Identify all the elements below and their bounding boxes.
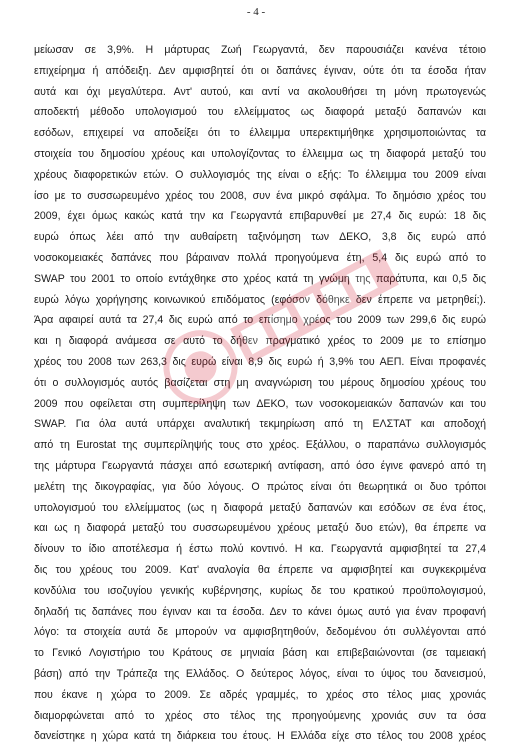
text-line: βάση) από την Τράπεζα της Ελλάδος. Ο δεύτερος λόγος, είναι το ύψος του δανεισμού, <box>34 667 486 680</box>
text-line: λόγο: τα στοιχεία αυτά δε μπορούν να αμφισβητηθούν, δεδομένου ότι συλλέγονται από <box>34 626 486 639</box>
text-line: μελέτη της δικογραφίας, για δύο λόγους. Ο πρώτος είναι ότι θεωρητικά οι δυο τρόποι <box>34 480 486 493</box>
text-line: υπολογισμού του ελλείμματος (ως η διαφορά μεταξύ δαπανών και εσόδων σε ένα έτος, <box>34 501 486 514</box>
text-line: SWAP. Για όλα αυτά υπάρχει αναλυτική τεκμηρίωση από τη ΕΛΣΤΑΤ και αποδοχή <box>34 418 486 431</box>
text-line: αποδεκτή μέθοδο υπολογισμού του ελλείμματος ως διαφορά μεταξύ δαπανών και <box>34 106 486 119</box>
text-line: νοσοκομειακές δαπάνες που βάραιναν πολλά προηγούμενα έτη, 5,4 δις ευρώ από το <box>34 251 486 264</box>
text-line: Άρα αφαιρεί αυτά τα 27,4 δις ευρώ από το επίσημο χρέος του 2009 των 299,6 δις ευρώ <box>34 314 486 327</box>
text-line: δις του χρέους του 2009. Κατ' αναλογία θα έπρεπε να αμφισβητεί και συγκεκριμένα <box>34 563 486 576</box>
text-line: της μάρτυρα Γεωργαντά πάσχει από εσωτερική αντίφαση, από όσο έγινε φανερό από τη <box>34 459 486 472</box>
text-line: από τη Eurostat της συμπερίληψής τους στο χρέος. Εξάλλου, ο παραπάνω συλλογισμός <box>34 439 486 452</box>
text-line: ότι ο συλλογισμός αυτός βασίζεται στη μη αναγνώριση του μέρους δημοσίου χρέους του <box>34 376 486 389</box>
text-line: δανείστηκε η χώρα κατά τη διάρκεια του έτους. Η Ελλάδα είχε στο τέλος του 2008 χρέος <box>34 730 486 743</box>
text-line: δίνουν το ίδιο αποτέλεσμα ή έστω πολύ κοντινό. Η κα. Γεωργαντά αμφισβητεί τα 27,4 <box>34 543 486 556</box>
text-line: ίσο με το συσσωρευμένο χρέος του 2008, συν ένα μικρό σφάλμα. Το δημόσιο χρέος του <box>34 189 486 202</box>
text-line: επιχείρημα ή απόδειξη. Δεν αμφισβητεί ότι οι δαπάνες έγιναν, ούτε ότι τα έσοδα ήταν <box>34 64 486 77</box>
text-line: 2009, έχει όμως κακώς κατά την κα Γεωργαντά επιβαρυνθεί με 27,4 δις ευρώ: 18 δις <box>34 210 486 223</box>
text-line: εσόδων, επιχειρεί να αποδείξει ότι το έλλειμμα υπερεκτιμήθηκε χρησιμοποιώντας τα <box>34 127 486 140</box>
text-line: χρέους διαφορετικών ετών. Ο συλλογισμός της είναι ο εξής: Το έλλειμμα του 2009 είναι <box>34 168 486 181</box>
text-line: δηλαδή τις δαπάνες που έγιναν και τα έσοδα. Δεν το κάνει όμως αυτό για έναν προφανή <box>34 605 486 618</box>
text-line: αυτά και όχι μεγαλύτερα. Αντ' αυτού, και αντί να ακολουθήσει τη μόνη πρωτογενώς <box>34 85 486 98</box>
text-line: μείωσαν σε 3,9%. Η μάρτυρας Ζωή Γεωργαντά, δεν παρουσιάζει κανένα τέτοιο <box>34 44 486 56</box>
text-line: και η διαφορά ανάμεσα σε αυτό το δήθεν πραγματικό χρέος το 2009 με το επίσημο <box>34 335 486 348</box>
body-paragraph <box>34 40 486 747</box>
text-line: χρέος του 2008 των 263,3 δις ευρώ είναι 8,9 δις ευρώ ή 3,9% του ΑΕΠ. Είναι προφανές <box>34 355 486 368</box>
text-line: ευρώ λόγω χορήγησης κοινωνικού επιδόματος (εφόσον δόθηκε δεν έπρεπε να μετρηθεί;). <box>34 293 486 306</box>
text-line: ευρώ όπως λέει από την αυθαίρετη ταξινόμηση των ΔΕΚΟ, 3,8 δις ευρώ από <box>34 231 486 244</box>
page-number: - 4 - <box>246 6 266 18</box>
text-line: 2009 που οφείλεται στη συμπερίληψη των ΔΕΚΟ, των νοσοκομειακών δαπανών και του <box>34 397 486 410</box>
text-line: και ως η διαφορά μεταξύ του συσσωρευμένου χρέους μεταξύ δυο ετών), θα έπρεπε να <box>34 522 486 535</box>
text-line: που έκανε η χώρα το 2009. Σε αδρές γραμμές, το χρέος στο τέλος μιας χρονιάς <box>34 688 486 701</box>
text-line: στοιχεία του δημοσίου χρέους και υπολογίζοντας το έλλειμμα ως τη διαφορά μεταξύ του <box>34 147 486 160</box>
text-line: διαμορφώνεται από το χρέος στο τέλος της προηγούμενης χρονιάς συν τα όσα <box>34 709 486 722</box>
text-line: SWAP του 2001 το οποίο εντάχθηκε στο χρέος κατά τη γνώμη της παράτυπα, και 0,5 δις <box>34 272 486 285</box>
text-line: κονδύλια του ισοζυγίου γενικής κυβέρνησης, κυρίως δε του κρατικού προϋπολογισμού, <box>34 584 486 597</box>
text-line: το Γενικό Λογιστήριο του Κράτους σε μηνιαία βάση και επιβεβαιώνονται (σε ταμειακή <box>34 647 486 660</box>
